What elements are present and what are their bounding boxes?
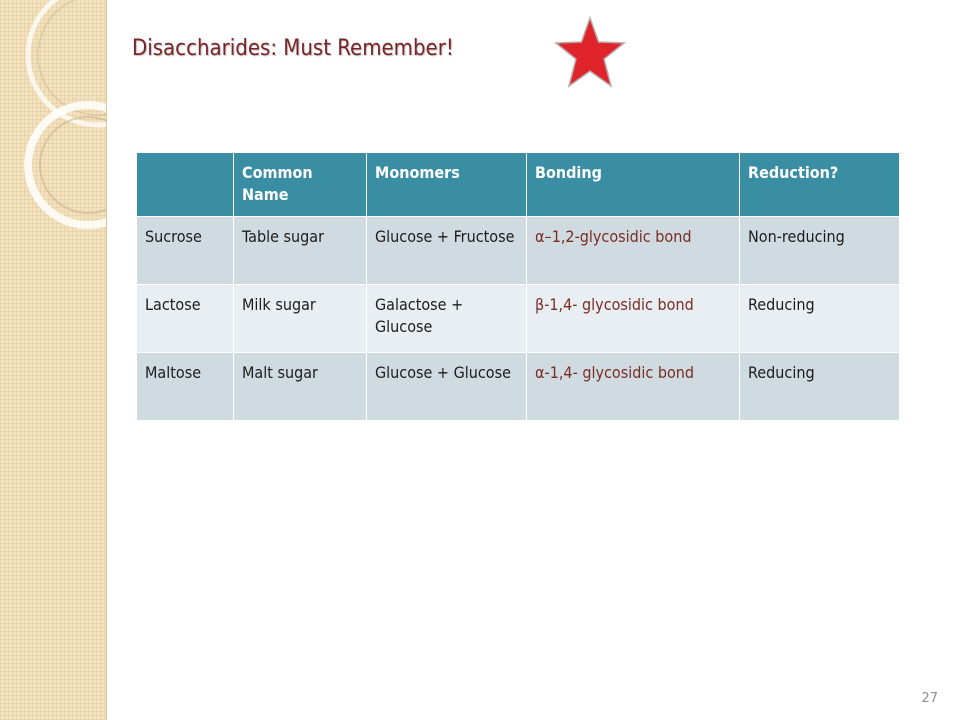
red-star-icon: [552, 16, 628, 90]
reduction-cell: Non-reducing: [740, 217, 900, 285]
header-bonding: Bonding: [527, 153, 740, 217]
disaccharides-table: [136, 152, 900, 421]
header-reduction: Reduction?: [740, 153, 900, 217]
table-row: [137, 217, 900, 285]
common-name-cell: Table sugar: [234, 217, 367, 285]
monomers-cell: Glucose + Glucose: [367, 353, 527, 421]
header-cell-blank: [137, 153, 234, 217]
header-monomers: Monomers: [367, 153, 527, 217]
page-number: 27: [921, 691, 938, 706]
sugar-name-cell: Maltose: [137, 353, 234, 421]
bonding-cell: α-1,4- glycosidic bond: [527, 353, 740, 421]
reduction-cell: Reducing: [740, 353, 900, 421]
table-row: [137, 353, 900, 421]
table-header-row: [137, 153, 900, 217]
header-common-name: Common Name: [234, 153, 367, 217]
decorative-side-strip: [0, 0, 107, 720]
sugar-name-cell: Lactose: [137, 285, 234, 353]
bonding-cell: α–1,2-glycosidic bond: [527, 217, 740, 285]
sugar-name-cell: Sucrose: [137, 217, 234, 285]
common-name-cell: Milk sugar: [234, 285, 367, 353]
decorative-circles: [0, 0, 106, 720]
monomers-cell: Galactose + Glucose: [367, 285, 527, 353]
slide-title: Disaccharides: Must Remember!: [132, 36, 454, 61]
table-row: [137, 285, 900, 353]
common-name-cell: Malt sugar: [234, 353, 367, 421]
monomers-cell: Glucose + Fructose: [367, 217, 527, 285]
bonding-cell: β-1,4- glycosidic bond: [527, 285, 740, 353]
reduction-cell: Reducing: [740, 285, 900, 353]
